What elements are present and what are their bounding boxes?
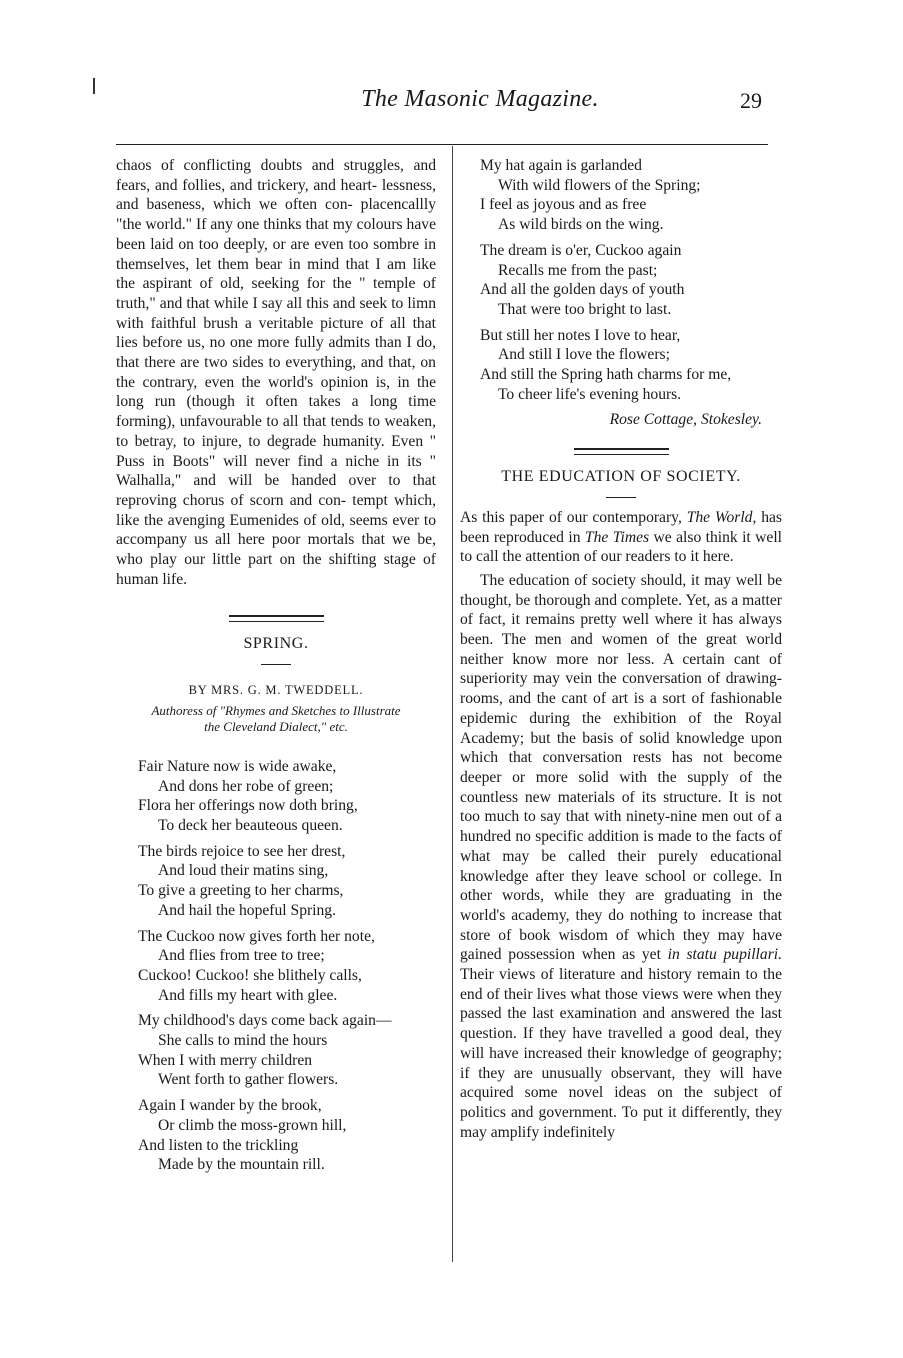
poem-line: Flora her offerings now doth bring, (138, 797, 358, 815)
body-text: The education of society should, it may well be thought, be thorough and complete. Yet, as a matter of fact, it remains pretty well where it has always been. The men and women of the great world neither know more nor less. A certain cant of superiority may vein the conversation of drawing-rooms, and the cant of art is a sort of fashionable epidemic during the exhibition of the Royal Academy; but the basis of solid knowledge upon which that conversation rests has not become deeper or more solid with the supply of the countless new materials of its structure. It is not too much to say that with ninety-nine men out of a hundred no specific addition is made to the facts of what may be called their purely educational knowledge after they leave school or college. In other words, while they are graduating in the world's academy, they do nothing to increase that store of book wisdom of which they may have gained possession when as yet (460, 571, 782, 964)
body-text: Their views of literature and history remain to the end of their lives what those views were when they passed the last examination and answered the last question. If they have travelled a good deal, they will have increased their knowledge of geography; if they are unusually observant, they will have acquired some novel ideas on the subject of politics and government. To put it differently, they may amplify indefinitely (460, 966, 782, 1141)
prose-line: contrary, even the world's opinion is, in (142, 373, 410, 391)
intro-text: we also think it well to call the attention of our readers to it here. (460, 528, 783, 566)
latin-phrase: in statu pupillari. (667, 946, 782, 964)
prose-line: and fears, and follies, and trickery, and heart- (116, 157, 436, 194)
poem-line: And all the golden days of youth (480, 281, 685, 299)
author-credit (128, 703, 424, 735)
prose-line: degrade humanity. Even " Puss in (116, 432, 436, 470)
prose-line: picture of all that lies before us, no one (116, 314, 436, 352)
prose-line: aspirant of old, seeking for the " temple of (142, 275, 436, 293)
running-head (0, 86, 903, 120)
poem-line: To give a greeting to her charms, (138, 882, 344, 900)
poem-line: And still the Spring hath charms for me, (480, 366, 732, 384)
prose-line: tends to weaken, to betray, to injure, to (116, 413, 436, 450)
poem-line: Or climb the moss-grown hill, (158, 1116, 347, 1134)
poem-stanza (116, 1096, 436, 1175)
prose-line: human life. (116, 570, 188, 588)
poem-line: And dons her robe of green; (158, 777, 334, 795)
author-credit-line: the Cleveland Dialect," etc. (204, 718, 348, 734)
prose-line: Boots" will never find a niche in its (172, 452, 422, 470)
poem-line: Fair Nature now is wide awake, (138, 757, 337, 775)
poem-line: To cheer life's evening hours. (498, 385, 682, 403)
poem-title: SPRING. (243, 635, 309, 653)
poem-line: She calls to mind the hours (158, 1032, 328, 1050)
prose-line: here poor mortals that we be, who play (116, 531, 436, 569)
poem-line: The Cuckoo now gives forth her note, (138, 927, 375, 945)
prose-line: of old, seems ever to accompany us all (116, 511, 436, 549)
poem-line: Again I wander by the brook, (138, 1097, 322, 1115)
prose-line: two sides to everything, and that, on the (116, 354, 436, 391)
poem-line: I feel as joyous and as free (480, 196, 647, 214)
poem-line: With wild flowers of the Spring; (498, 176, 701, 194)
poem-byline: BY MRS. G. M. TWEDDELL. (188, 683, 364, 698)
prose-line: time forming), unfavourable to all that (116, 393, 436, 431)
poem-line: And flies from tree to tree; (158, 947, 325, 965)
poem-stanza (116, 1011, 436, 1090)
prose-line: seek to limn with faithful brush a veritable (116, 294, 436, 332)
prose-line: that reproving chorus of scorn and con- (116, 472, 436, 509)
prose-line: truth," and that while I say all this and (116, 294, 356, 312)
intro-text: As this paper of our contemporary, (460, 508, 682, 526)
intro-text: has been reproduced in (460, 508, 782, 546)
prose-line: placencallly "the world." If any one thinks (116, 196, 436, 234)
poem-line: Cuckoo! Cuckoo! she blithely calls, (138, 966, 362, 984)
prose-line: our little part on the shifting stage of (184, 551, 436, 569)
prose-line: the long run (though it often takes a long (116, 373, 436, 411)
right-column (460, 156, 782, 1142)
article-title: THE EDUCATION OF SOCIETY. (501, 468, 741, 486)
article-intro (460, 508, 782, 567)
poem-line: My hat again is garlanded (480, 157, 642, 174)
poem-stanza (116, 842, 436, 921)
prose-line: deeply, or are even too sombre in themselves, (116, 235, 436, 273)
author-credit-line: Authoress of "Rhymes and Sketches to Illustrate (151, 702, 401, 718)
poem-spring-continued (460, 156, 782, 404)
poem-line: Recalls me from the past; (498, 261, 658, 279)
left-column (116, 156, 436, 1181)
poem-line: When I with merry children (138, 1051, 313, 1069)
poem-stanza (116, 927, 436, 1006)
poem-line: Made by the mountain rill. (158, 1156, 325, 1174)
poem-line: And fills my heart with glee. (158, 986, 338, 1004)
poem-line: And loud their matins sing, (158, 862, 329, 880)
journal-title: The Masonic Magazine. (361, 86, 599, 112)
poem-line: And hail the hopeful Spring. (158, 901, 337, 919)
prose-line: " Walhalla," and will be handed over to (116, 452, 436, 490)
prose-line: lessness, and baseness, which we often con- (116, 176, 436, 214)
title-rule (261, 664, 291, 665)
prose-line: let them bear in mind that I am like the (116, 255, 436, 293)
prose-line: that my colours have been laid on too (116, 216, 436, 253)
section-rule (574, 448, 669, 455)
poem-line: The birds rejoice to see her drest, (138, 842, 346, 860)
publication-name: The World, (686, 508, 757, 526)
prose-line: tempt which, like the avenging Eumenides (116, 491, 436, 529)
poem-line: The dream is o'er, Cuckoo again (480, 241, 682, 259)
poem-stanza (460, 156, 782, 235)
header-rule (116, 144, 768, 145)
essay-conclusion (116, 156, 436, 589)
section-rule (229, 615, 324, 622)
poem-line: But still her notes I love to hear, (480, 326, 681, 344)
poem-place: Rose Cottage, Stokesley. (609, 411, 762, 429)
poem-stanza (116, 757, 436, 836)
prose-line: chaos of conflicting doubts and struggles, (116, 157, 404, 174)
article-body (460, 571, 782, 1142)
poem-stanza (460, 326, 782, 405)
poem-line: To deck her beauteous queen. (158, 816, 343, 834)
poem-spring (116, 757, 436, 1175)
poem-stanza (460, 241, 782, 320)
poem-line: That were too bright to last. (498, 300, 672, 318)
prose-line: more fully admits than I do, that there are (116, 334, 436, 372)
page-number: 29 (740, 88, 762, 113)
poem-line: As wild birds on the wing. (498, 216, 664, 234)
poem-line: My childhood's days come back again— (138, 1012, 392, 1030)
poem-line: Went forth to gather flowers. (158, 1071, 339, 1089)
publication-name: The Times (584, 528, 650, 546)
poem-line: And listen to the trickling (138, 1136, 299, 1154)
poem-line: And still I love the flowers; (498, 346, 670, 364)
column-divider (452, 146, 453, 1262)
